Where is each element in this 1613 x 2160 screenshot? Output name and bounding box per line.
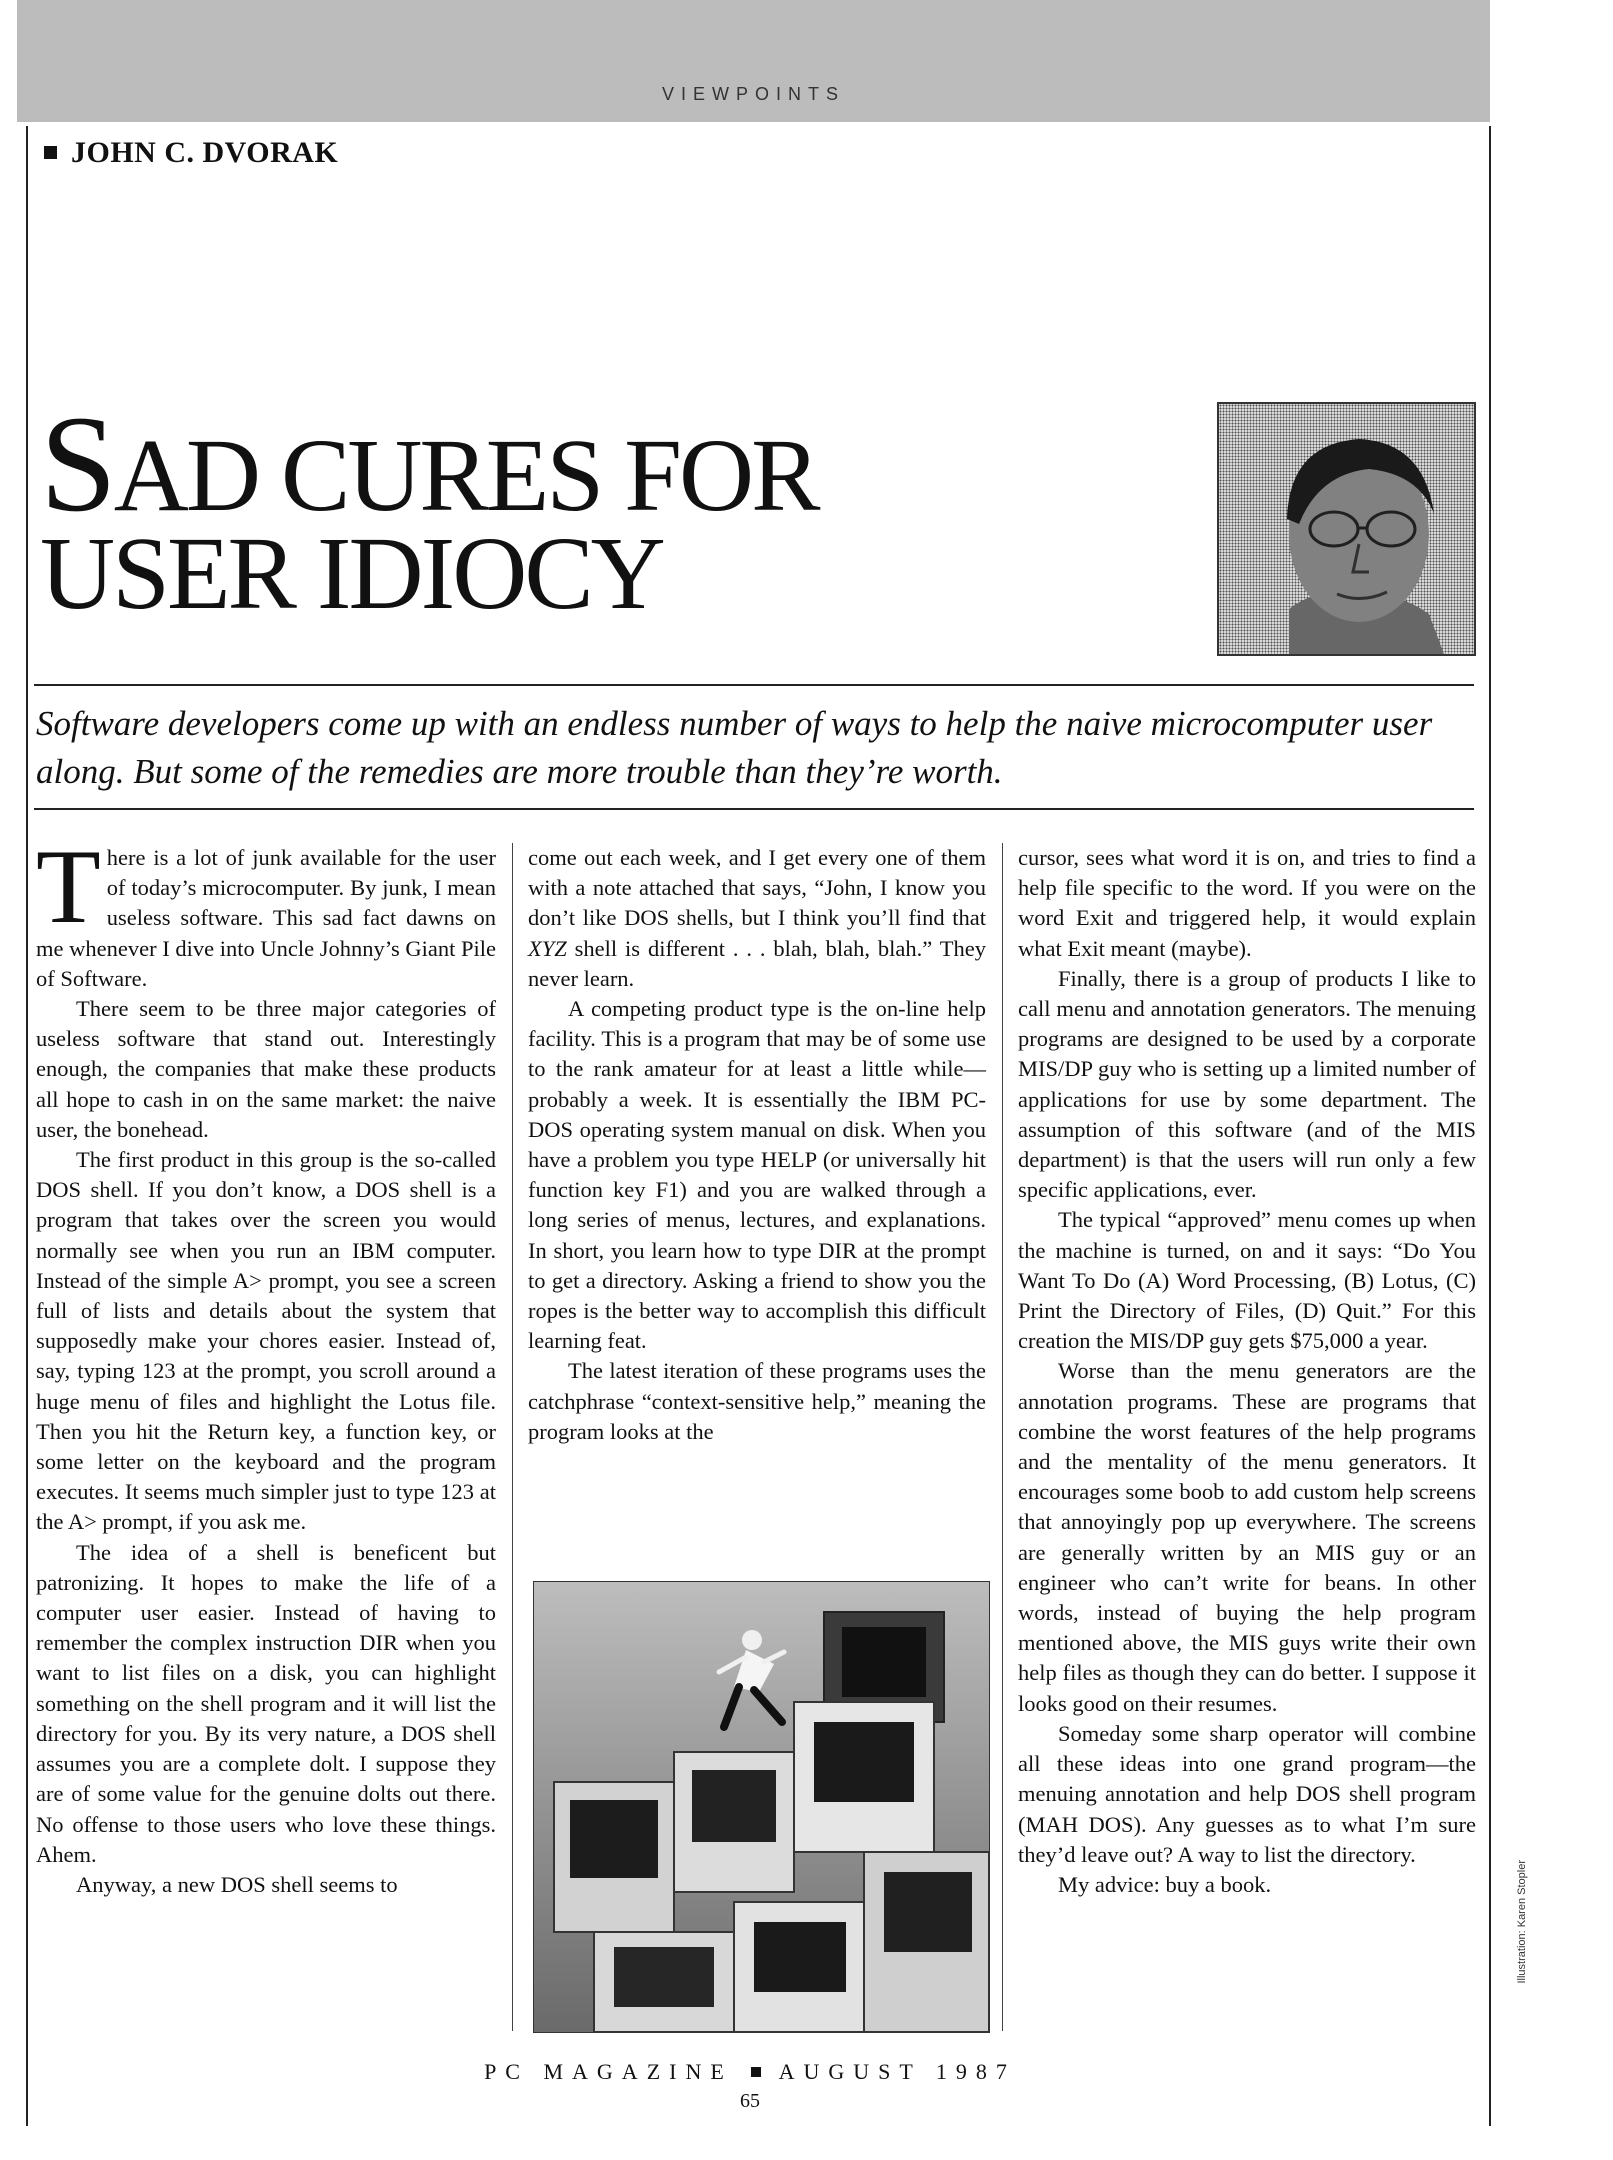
paragraph xyxy=(36,843,496,994)
article-column-3 xyxy=(1018,843,1476,1900)
drop-cap: T xyxy=(36,843,101,945)
magazine-name: PC MAGAZINE xyxy=(484,2059,733,2084)
paragraph: My advice: buy a book. xyxy=(1058,1871,1272,1897)
section-label: VIEWPOINTS xyxy=(661,84,845,104)
article-column-1 xyxy=(36,843,496,2023)
headline-line-1-text: AD CURES FOR xyxy=(113,418,818,533)
column-divider-2 xyxy=(1002,843,1003,2031)
headline xyxy=(40,387,1190,631)
computer-stack-illustration xyxy=(533,1581,990,2033)
headline-line-2: USER IDIOCY xyxy=(40,516,663,631)
article-deck: Software developers come up with an endless number of ways to help the naive microcomputer user along. But some of the remedies are more trouble than they’re worth. xyxy=(36,704,1433,791)
headline-line-1 xyxy=(40,387,1190,540)
column-divider-1 xyxy=(512,843,513,2031)
paragraph-text: here is a lot of junk available for the user of today’s microcomputer. By junk, I mean useless software. This sad fact dawns on me whenever I dive into Uncle Johnny’s Giant Pile of Software. xyxy=(36,845,496,991)
header-band xyxy=(17,0,1490,122)
emphasis: XYZ xyxy=(528,935,567,961)
bullet-square-icon xyxy=(44,146,57,159)
issue-date: AUGUST 1987 xyxy=(778,2059,1016,2084)
paragraph: cursor, sees what word it is on, and tries to find a help file specific to the word. If you were on the word Exit and triggered help, it would explain what Exit meant (maybe). xyxy=(1018,845,1476,961)
author-portrait xyxy=(1217,402,1476,656)
paragraph: Anyway, a new DOS shell seems to xyxy=(76,1871,398,1897)
paragraph: Someday some sharp operator will combine all these ideas into one grand program—the menuing annotation and help DOS shell program (MAH DOS). Any guesses as to what I’m sure they’d leave out? A way to list the directory. xyxy=(1018,1720,1476,1867)
left-column-rule xyxy=(26,126,28,2126)
page-number: 65 xyxy=(740,2090,760,2112)
paragraph: The idea of a shell is beneficent but patronizing. It hopes to make the life of a computer user easier. Instead of having to remember the complex instruction DIR when you want to list files on a disk, you can highlight something on the shell program and it will list the directory for you. By its very nature, a DOS shell assumes you are a complete dolt. I suppose they are of some value for the genuine dolts out there. No offense to those users who love these things. Ahem. xyxy=(36,1539,496,1867)
paragraph-text: shell is different . . . blah, blah, blah.” They never learn. xyxy=(528,935,986,991)
paragraph: There seem to be three major categories of useless software that stand out. Interestingly enough, the companies that make these products all hope to cash in on the same market: the naive user, the bonehead. xyxy=(36,996,496,1142)
author-name: JOHN C. DVORAK xyxy=(71,136,339,169)
page-footer xyxy=(0,2059,1500,2085)
paragraph xyxy=(528,843,986,994)
paragraph: The first product in this group is the so-called DOS shell. If you don’t know, a DOS shell is a program that takes over the screen you would normally see when you run an IBM computer. Instead of the simple A> prompt, you see a screen full of lists and details about the system that supposedly make your chores easier. Instead of, say, typing 123 at the prompt, you scroll around a huge menu of files and highlight the Lotus file. Then you hit the Return key, a function key, or some letter on the keyboard and the program executes. It seems much simpler just to type 123 at the A> prompt, if you ask me. xyxy=(36,1147,496,1535)
paragraph: Worse than the menu generators are the annotation programs. These are programs that combine the worst features of the help programs and the mentality of the menu generators. It encourages some boob to add custom help screens that annoyingly pop up everywhere. The screens are generally written by an MIS guy or an engineer who can’t write for beans. In other words, instead of buying the help program mentioned above, the MIS guys write their own help files as though they can do better. I suppose it looks good on their resumes. xyxy=(1018,1358,1476,1716)
bullet-square-icon xyxy=(751,2067,761,2077)
article-column-2 xyxy=(528,843,986,1447)
paragraph: The latest iteration of these programs uses the catchphrase “context-sensitive help,” meaning the program looks at the xyxy=(528,1358,986,1444)
illustration-credit: Illustration: Karen Stopler xyxy=(1516,1860,1528,1984)
deck-bottom-rule xyxy=(34,808,1474,810)
headline-initial: S xyxy=(40,387,114,540)
right-column-rule xyxy=(1489,126,1491,2126)
paragraph: The typical “approved” menu comes up when the machine is turned, on and it says: “Do You Want To Do (A) Word Processing, (B) Lotus, (C) Print the Directory of Files, (D) Quit.” For this creation the MIS/DP guy gets $75,000 a year. xyxy=(1018,1207,1476,1354)
paragraph-text: come out each week, and I get every one of them with a note attached that says, “John, I know you don’t like DOS shells, but I think you’ll find that xyxy=(528,845,986,931)
paragraph: Finally, there is a group of products I like to call menu and annotation generators. The menuing programs are designed to be used by a corporate MIS/DP guy who is setting up a limited number of applications for use by some department. The assumption of this software (and of the MIS department) is that the users will run only a few specific applications, ever. xyxy=(1018,965,1476,1203)
paragraph: A competing product type is the on-line help facility. This is a program that may be of some use to the rank amateur for at least a little while—probably a week. It is essentially the IBM PC-DOS operating system manual on disk. When you have a problem you type HELP (or universally hit function key F1) and you are walked through a long series of menus, lectures, and explanations. In short, you learn how to type DIR at the prompt to get a directory. Asking a friend to show you the ropes is the better way to accomplish this difficult learning feat. xyxy=(528,996,986,1354)
byline xyxy=(44,136,338,170)
deck-top-rule xyxy=(34,684,1474,686)
